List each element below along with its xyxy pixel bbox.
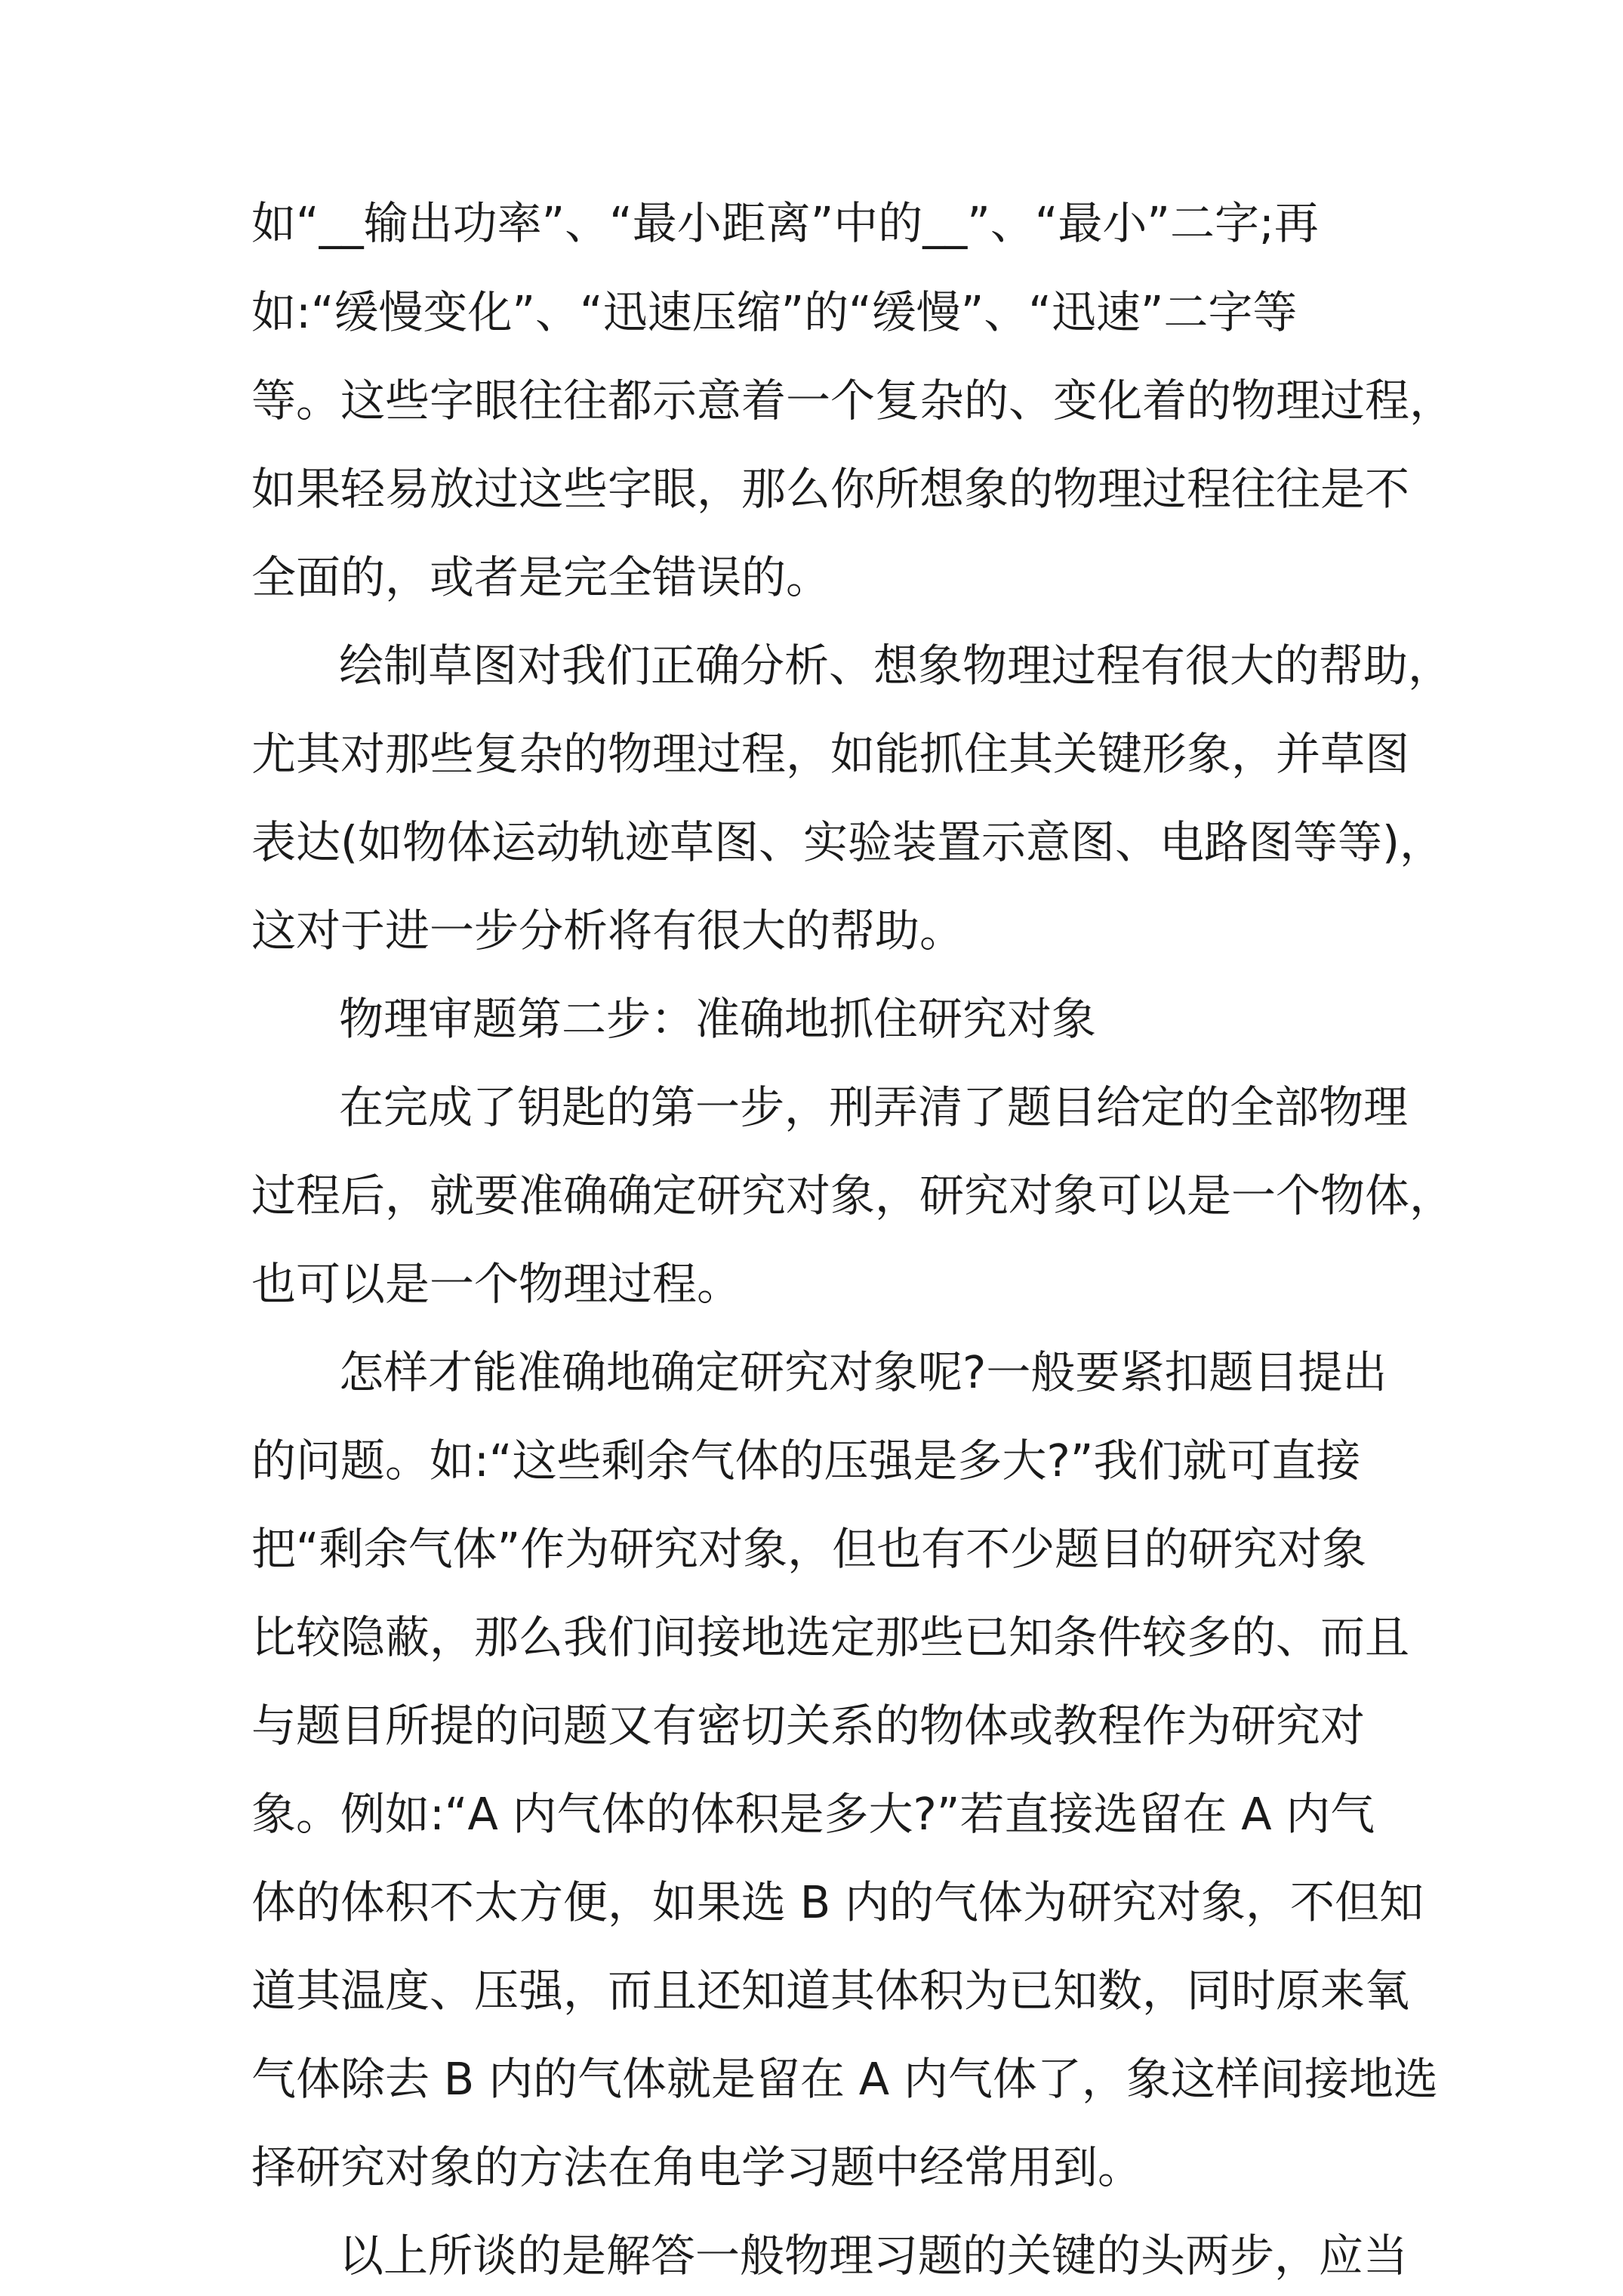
text-line: 象。例如:“A 内气体的体积是多大?”若直接选留在 A 内气 <box>251 1788 1375 1840</box>
text-line: 如“__输出功率”、“最小距离”中的__”、“最小”二字;再 <box>251 197 1319 249</box>
text-line: 等。这些字眼往往都示意着一个复杂的、变化着的物理过程， <box>251 374 1455 427</box>
text-line: 气体除去 B 内的气体就是留在 A 内气体了，象这样间接地选 <box>251 2053 1438 2105</box>
text-line: 的问题。如:“这些剩余气体的压强是多大?”我们就可直接 <box>251 1435 1361 1487</box>
paragraph-first-line: 以上所谈的是解答一般物理习题的关键的头两步，应当 <box>339 2230 1409 2282</box>
text-line: 把“剩余气体”作为研究对象，但也有不少题目的研究对象 <box>251 1523 1367 1575</box>
text-line: 如果轻易放过这些字眼，那么你所想象的物理过程往往是不 <box>251 463 1410 515</box>
paragraph-first-line: 绘制草图对我们正确分析、想象物理过程有很大的帮助， <box>339 639 1453 692</box>
text-line: 表达(如物体运动轨迹草图、实验装置示意图、电路图等等)， <box>251 816 1445 868</box>
text-line: 尤其对那些复杂的物理过程，如能抓住其关键形象，并草图 <box>251 728 1410 780</box>
text-line: 全面的，或者是完全错误的。 <box>251 551 831 603</box>
paragraph-first-line: 在完成了钥匙的第一步，刑弄清了题目给定的全部物理 <box>339 1081 1409 1133</box>
text-line: 体的体积不太方便，如果选 B 内的气体为研究对象，不但知 <box>251 1876 1424 1928</box>
section-heading: 物理审题第二步：准确地抓住研究对象 <box>339 993 1097 1045</box>
text-line: 择研究对象的方法在角电学习题中经常用到。 <box>251 2141 1143 2193</box>
text-line: 道其温度、压强，而且还知道其体积为已知数，同时原来氧 <box>251 1965 1410 2017</box>
text-line: 如:“缓慢变化”、“迅速压缩”的“缓慢”、“迅速”二字等 <box>251 286 1298 338</box>
text-line: 比较隐蔽，那么我们间接地选定那些已知条件较多的、而且 <box>251 1611 1410 1663</box>
text-line: 也可以是一个物理过程。 <box>251 1258 742 1310</box>
text-line: 这对于进一步分析将有很大的帮助。 <box>251 905 965 957</box>
paragraph-first-line: 怎样才能准确地确定研究对象呢?一般要紧扣题目提出 <box>339 1346 1387 1398</box>
text-line: 与题目所提的问题又有密切关系的物体或教程作为研究对 <box>251 1700 1366 1752</box>
text-line: 过程后，就要准确确定研究对象，研究对象可以是一个物体， <box>251 1170 1455 1222</box>
